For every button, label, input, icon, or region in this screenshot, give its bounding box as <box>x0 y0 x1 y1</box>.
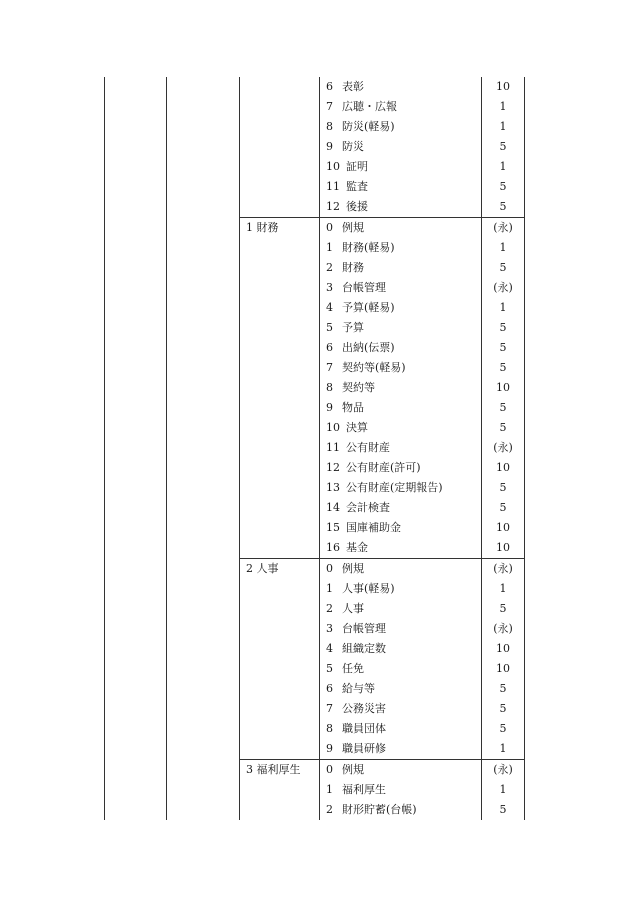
item-label: 任免 <box>342 662 364 675</box>
blank-cell <box>105 77 167 97</box>
retention-years-cell: 1 <box>482 780 525 800</box>
item-cell <box>320 518 482 538</box>
item-number: 4 <box>326 642 333 655</box>
retention-years-cell: 1 <box>482 97 525 117</box>
item-number: 3 <box>326 622 333 635</box>
retention-years-cell: (永) <box>482 438 525 458</box>
table-row <box>105 458 525 478</box>
item-cell <box>320 559 482 580</box>
category-cell <box>240 418 320 438</box>
blank-cell <box>105 117 167 137</box>
blank-cell <box>167 538 240 559</box>
item-label: 防災 <box>342 140 364 153</box>
category-cell <box>240 599 320 619</box>
retention-years-cell: 10 <box>482 639 525 659</box>
blank-cell <box>105 619 167 639</box>
category-cell <box>240 518 320 538</box>
retention-years-cell: 5 <box>482 679 525 699</box>
item-number: 1 <box>326 241 333 254</box>
category-cell <box>240 438 320 458</box>
item-number: 0 <box>326 221 333 234</box>
item-cell <box>320 438 482 458</box>
blank-cell <box>167 800 240 820</box>
blank-cell <box>105 97 167 117</box>
item-label: 決算 <box>346 421 368 434</box>
blank-cell <box>167 197 240 218</box>
item-cell <box>320 218 482 239</box>
category-cell <box>240 579 320 599</box>
blank-cell <box>105 559 167 580</box>
table-row <box>105 97 525 117</box>
item-cell <box>320 298 482 318</box>
category-cell <box>240 378 320 398</box>
item-cell <box>320 739 482 760</box>
retention-years-cell: (永) <box>482 218 525 239</box>
item-cell <box>320 157 482 177</box>
blank-cell <box>167 218 240 239</box>
blank-cell <box>167 378 240 398</box>
blank-cell <box>167 318 240 338</box>
item-label: 人事(軽易) <box>342 582 395 595</box>
category-cell <box>240 197 320 218</box>
retention-years-cell: 1 <box>482 157 525 177</box>
item-number: 11 <box>326 441 340 454</box>
item-number: 16 <box>326 541 340 554</box>
item-number: 10 <box>326 421 340 434</box>
blank-cell <box>167 298 240 318</box>
item-cell <box>320 498 482 518</box>
category-cell <box>240 298 320 318</box>
blank-cell <box>105 278 167 298</box>
blank-cell <box>105 800 167 820</box>
blank-cell <box>105 760 167 781</box>
blank-cell <box>167 418 240 438</box>
table-row <box>105 478 525 498</box>
table-row <box>105 218 525 239</box>
category-cell <box>240 639 320 659</box>
item-number: 2 <box>326 803 333 816</box>
retention-years-cell: 5 <box>482 699 525 719</box>
blank-cell <box>167 780 240 800</box>
table-row <box>105 538 525 559</box>
item-number: 6 <box>326 682 333 695</box>
blank-cell <box>167 358 240 378</box>
blank-cell <box>167 278 240 298</box>
blank-cell <box>167 177 240 197</box>
item-number: 9 <box>326 742 333 755</box>
table-row <box>105 117 525 137</box>
item-number: 7 <box>326 100 333 113</box>
item-label: 財形貯蓄(台帳) <box>342 803 417 816</box>
item-label: 職員研修 <box>342 742 386 755</box>
item-number: 2 <box>326 602 333 615</box>
retention-years-cell: 10 <box>482 659 525 679</box>
blank-cell <box>105 518 167 538</box>
retention-years-cell: 5 <box>482 338 525 358</box>
item-number: 7 <box>326 702 333 715</box>
retention-years-cell: 5 <box>482 418 525 438</box>
category-cell <box>240 157 320 177</box>
item-number: 9 <box>326 401 333 414</box>
retention-years-cell: 5 <box>482 478 525 498</box>
item-label: 職員団体 <box>342 722 386 735</box>
item-number: 14 <box>326 501 340 514</box>
item-cell <box>320 679 482 699</box>
item-cell <box>320 137 482 157</box>
item-label: 公務災害 <box>342 702 386 715</box>
blank-cell <box>105 739 167 760</box>
item-number: 1 <box>326 783 333 796</box>
blank-cell <box>105 258 167 278</box>
table-row <box>105 800 525 820</box>
blank-cell <box>167 619 240 639</box>
item-number: 8 <box>326 381 333 394</box>
item-cell <box>320 800 482 820</box>
retention-years-cell: 5 <box>482 358 525 378</box>
item-number: 11 <box>326 180 340 193</box>
item-cell <box>320 780 482 800</box>
item-number: 5 <box>326 321 333 334</box>
item-label: 組織定数 <box>342 642 386 655</box>
item-label: 会計検査 <box>346 501 390 514</box>
retention-years-cell: 5 <box>482 498 525 518</box>
item-cell <box>320 458 482 478</box>
blank-cell <box>167 699 240 719</box>
table-row <box>105 378 525 398</box>
table-row <box>105 679 525 699</box>
blank-cell <box>167 679 240 699</box>
item-number: 13 <box>326 481 340 494</box>
blank-cell <box>105 197 167 218</box>
blank-cell <box>105 177 167 197</box>
category-cell <box>240 137 320 157</box>
blank-cell <box>105 780 167 800</box>
item-cell <box>320 197 482 218</box>
category-cell <box>240 258 320 278</box>
item-label: 広聴・広報 <box>342 100 397 113</box>
blank-cell <box>167 438 240 458</box>
table-row <box>105 659 525 679</box>
retention-years-cell: 10 <box>482 518 525 538</box>
blank-cell <box>105 137 167 157</box>
item-cell <box>320 77 482 97</box>
table-row <box>105 719 525 739</box>
item-label: 財務(軽易) <box>342 241 395 254</box>
table-row <box>105 137 525 157</box>
category-cell <box>240 117 320 137</box>
blank-cell <box>167 117 240 137</box>
retention-schedule-table <box>104 77 525 820</box>
category-cell <box>240 679 320 699</box>
blank-cell <box>105 719 167 739</box>
item-label: 証明 <box>346 160 368 173</box>
item-number: 8 <box>326 120 333 133</box>
item-cell <box>320 117 482 137</box>
blank-cell <box>105 218 167 239</box>
category-cell <box>240 177 320 197</box>
table-row <box>105 699 525 719</box>
category-cell <box>240 659 320 679</box>
blank-cell <box>167 458 240 478</box>
blank-cell <box>105 538 167 559</box>
item-label: 例規 <box>342 763 364 776</box>
item-cell <box>320 338 482 358</box>
retention-years-cell: (永) <box>482 760 525 781</box>
item-label: 基金 <box>346 541 368 554</box>
item-label: 例規 <box>342 562 364 575</box>
blank-cell <box>167 719 240 739</box>
item-cell <box>320 278 482 298</box>
blank-cell <box>167 137 240 157</box>
retention-years-cell: (永) <box>482 559 525 580</box>
item-cell <box>320 599 482 619</box>
item-cell <box>320 478 482 498</box>
table-row <box>105 398 525 418</box>
item-cell <box>320 358 482 378</box>
item-number: 15 <box>326 521 340 534</box>
blank-cell <box>105 639 167 659</box>
item-cell <box>320 719 482 739</box>
retention-years-cell: 5 <box>482 197 525 218</box>
item-number: 6 <box>326 341 333 354</box>
category-cell: 2 人事 <box>240 559 320 580</box>
table-row <box>105 298 525 318</box>
blank-cell <box>105 579 167 599</box>
item-label: 福利厚生 <box>342 783 386 796</box>
item-cell <box>320 699 482 719</box>
item-number: 9 <box>326 140 333 153</box>
item-number: 12 <box>326 200 340 213</box>
blank-cell <box>105 679 167 699</box>
item-number: 2 <box>326 261 333 274</box>
retention-years-cell: 5 <box>482 177 525 197</box>
retention-years-cell: 10 <box>482 538 525 559</box>
item-number: 5 <box>326 662 333 675</box>
item-cell <box>320 238 482 258</box>
retention-years-cell: 1 <box>482 238 525 258</box>
item-cell <box>320 97 482 117</box>
item-label: 物品 <box>342 401 364 414</box>
category-cell <box>240 318 320 338</box>
retention-years-cell: 5 <box>482 137 525 157</box>
item-cell <box>320 760 482 781</box>
blank-cell <box>167 498 240 518</box>
retention-years-cell: 10 <box>482 77 525 97</box>
item-label: 例規 <box>342 221 364 234</box>
item-cell <box>320 258 482 278</box>
category-cell <box>240 739 320 760</box>
category-cell <box>240 719 320 739</box>
blank-cell <box>167 739 240 760</box>
category-cell <box>240 538 320 559</box>
item-cell <box>320 318 482 338</box>
item-label: 台帳管理 <box>342 622 386 635</box>
blank-cell <box>105 498 167 518</box>
item-number: 1 <box>326 582 333 595</box>
table-row <box>105 619 525 639</box>
item-label: 予算 <box>342 321 364 334</box>
retention-years-cell: 5 <box>482 398 525 418</box>
item-number: 3 <box>326 281 333 294</box>
blank-cell <box>167 157 240 177</box>
table-row <box>105 639 525 659</box>
blank-cell <box>105 599 167 619</box>
table-row <box>105 177 525 197</box>
category-cell: 1 財務 <box>240 218 320 239</box>
retention-years-cell: 5 <box>482 719 525 739</box>
blank-cell <box>167 258 240 278</box>
blank-cell <box>167 599 240 619</box>
retention-years-cell: 1 <box>482 298 525 318</box>
item-label: 監査 <box>346 180 368 193</box>
category-cell <box>240 699 320 719</box>
table-row <box>105 559 525 580</box>
retention-years-cell: 10 <box>482 378 525 398</box>
item-label: 防災(軽易) <box>342 120 395 133</box>
table-row <box>105 579 525 599</box>
blank-cell <box>105 378 167 398</box>
blank-cell <box>167 77 240 97</box>
table-row <box>105 238 525 258</box>
item-cell <box>320 579 482 599</box>
item-number: 8 <box>326 722 333 735</box>
table-row <box>105 518 525 538</box>
table-row <box>105 338 525 358</box>
item-label: 出納(伝票) <box>342 341 395 354</box>
item-number: 10 <box>326 160 340 173</box>
category-cell <box>240 338 320 358</box>
item-cell <box>320 619 482 639</box>
category-cell <box>240 77 320 97</box>
retention-years-cell: 5 <box>482 800 525 820</box>
category-cell: 3 福利厚生 <box>240 760 320 781</box>
table-row <box>105 197 525 218</box>
item-label: 国庫補助金 <box>346 521 401 534</box>
table-row <box>105 760 525 781</box>
table-row <box>105 438 525 458</box>
item-label: 台帳管理 <box>342 281 386 294</box>
category-cell <box>240 619 320 639</box>
category-cell <box>240 97 320 117</box>
blank-cell <box>167 760 240 781</box>
item-label: 予算(軽易) <box>342 301 395 314</box>
category-cell <box>240 238 320 258</box>
table-row <box>105 418 525 438</box>
table-row <box>105 157 525 177</box>
retention-years-cell: 10 <box>482 458 525 478</box>
table-row <box>105 318 525 338</box>
blank-cell <box>105 298 167 318</box>
blank-cell <box>105 358 167 378</box>
blank-cell <box>105 157 167 177</box>
blank-cell <box>105 318 167 338</box>
blank-cell <box>105 338 167 358</box>
table-row <box>105 258 525 278</box>
category-cell <box>240 398 320 418</box>
blank-cell <box>105 398 167 418</box>
retention-years-cell: (永) <box>482 619 525 639</box>
item-cell <box>320 418 482 438</box>
category-cell <box>240 358 320 378</box>
blank-cell <box>167 579 240 599</box>
category-cell <box>240 800 320 820</box>
blank-cell <box>105 458 167 478</box>
blank-cell <box>167 559 240 580</box>
item-label: 契約等(軽易) <box>342 361 406 374</box>
blank-cell <box>167 639 240 659</box>
table-row <box>105 780 525 800</box>
retention-years-cell: 5 <box>482 258 525 278</box>
blank-cell <box>167 398 240 418</box>
blank-cell <box>167 478 240 498</box>
item-label: 公有財産 <box>346 441 390 454</box>
table-row <box>105 498 525 518</box>
blank-cell <box>167 97 240 117</box>
item-cell <box>320 378 482 398</box>
blank-cell <box>167 338 240 358</box>
item-cell <box>320 538 482 559</box>
category-cell <box>240 780 320 800</box>
table-row <box>105 599 525 619</box>
item-label: 表彰 <box>342 80 364 93</box>
category-cell <box>240 478 320 498</box>
category-cell <box>240 458 320 478</box>
item-label: 公有財産(許可) <box>346 461 421 474</box>
item-label: 後援 <box>346 200 368 213</box>
item-label: 契約等 <box>342 381 375 394</box>
item-number: 4 <box>326 301 333 314</box>
retention-years-cell: 5 <box>482 599 525 619</box>
item-number: 6 <box>326 80 333 93</box>
retention-years-cell: 1 <box>482 579 525 599</box>
blank-cell <box>105 238 167 258</box>
item-cell <box>320 177 482 197</box>
category-cell <box>240 278 320 298</box>
item-label: 財務 <box>342 261 364 274</box>
item-cell <box>320 398 482 418</box>
item-number: 12 <box>326 461 340 474</box>
item-label: 給与等 <box>342 682 375 695</box>
blank-cell <box>105 699 167 719</box>
category-cell <box>240 498 320 518</box>
blank-cell <box>167 659 240 679</box>
item-number: 7 <box>326 361 333 374</box>
blank-cell <box>105 478 167 498</box>
blank-cell <box>105 418 167 438</box>
table-row <box>105 77 525 97</box>
table-row <box>105 358 525 378</box>
blank-cell <box>105 659 167 679</box>
item-label: 公有財産(定期報告) <box>346 481 443 494</box>
item-label: 人事 <box>342 602 364 615</box>
retention-years-cell: 1 <box>482 117 525 137</box>
blank-cell <box>105 438 167 458</box>
table-row <box>105 739 525 760</box>
blank-cell <box>167 238 240 258</box>
retention-years-cell: (永) <box>482 278 525 298</box>
retention-years-cell: 1 <box>482 739 525 760</box>
blank-cell <box>167 518 240 538</box>
item-number: 0 <box>326 562 333 575</box>
item-cell <box>320 659 482 679</box>
table-row <box>105 278 525 298</box>
item-number: 0 <box>326 763 333 776</box>
retention-years-cell: 5 <box>482 318 525 338</box>
item-cell <box>320 639 482 659</box>
